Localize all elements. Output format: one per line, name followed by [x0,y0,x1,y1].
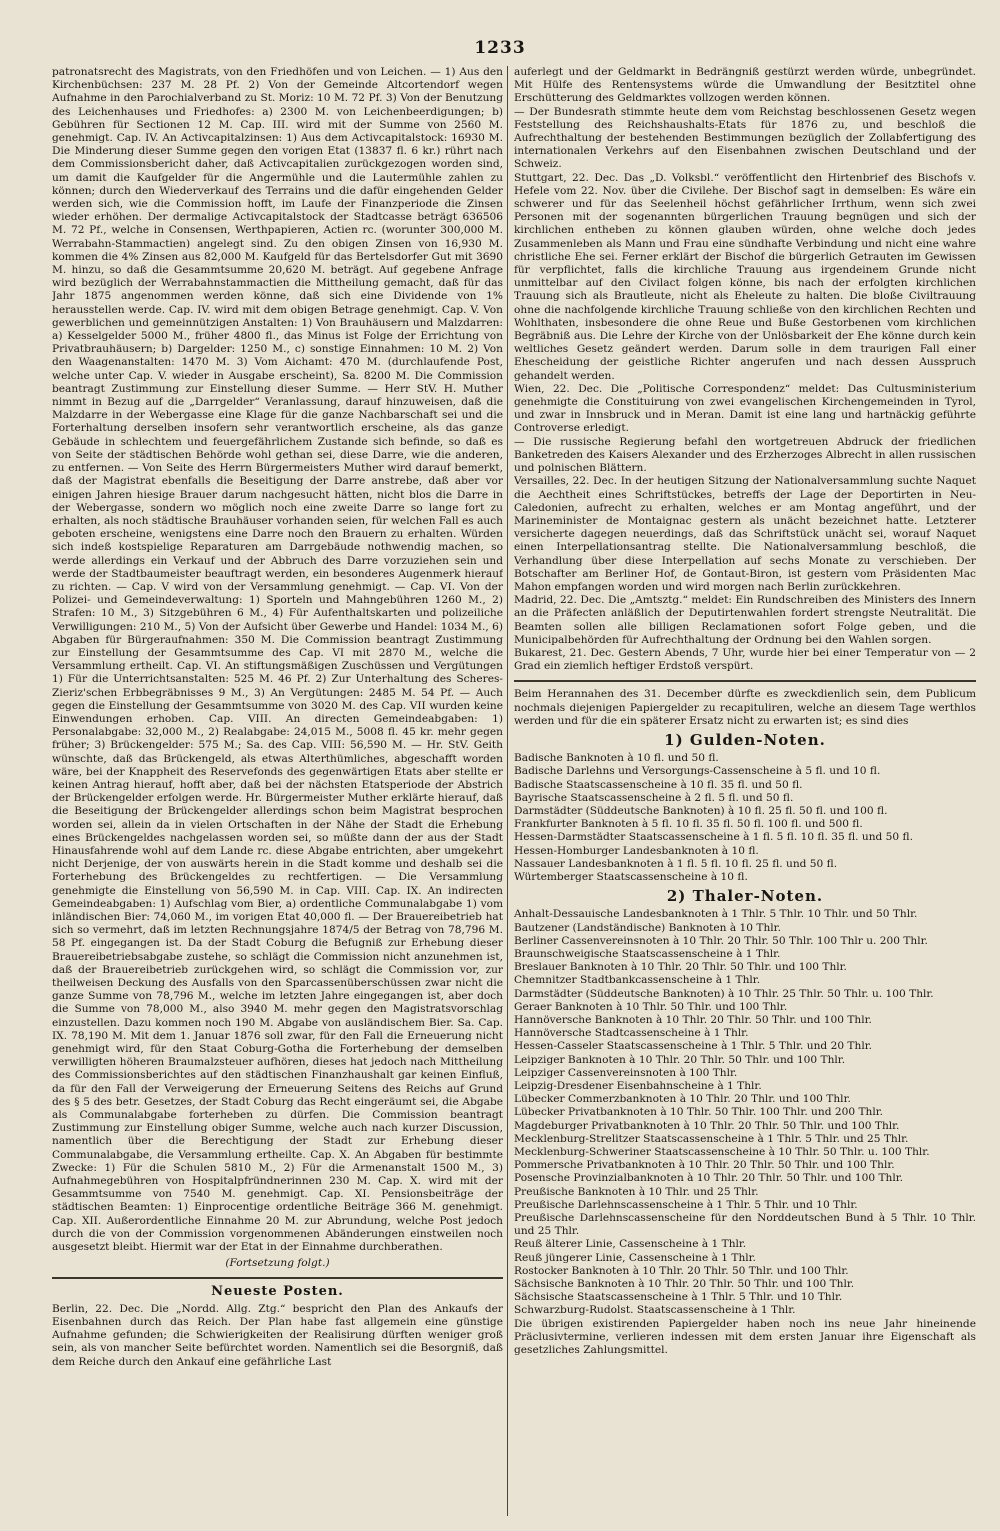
continuation-note: (Fortsetzung folgt.) [225,1257,330,1270]
list-item: Badische Darlehns und Versorgungs-Cassenscheine à 5 fl. und 10 fl. [514,765,881,778]
list-item: Lübecker Commerzbanknoten à 10 Thlr. 20 Thlr. und 100 Thlr. [514,1093,851,1106]
list-item: Preußische Darlehnscassenscheine à 1 Thlr. 5 Thlr. und 10 Thlr. [514,1198,858,1211]
list-item: Mecklenburg-Strelitzer Staatscassenscheine à 1 Thlr. 5 Thlr. und 25 Thlr. [514,1132,909,1145]
etat-report-text: patronatsrecht des Magistrats, von den Friedhöfen und von Leichen. — 1) Aus den Kirchenbüchsen: 237 M. 28 Pf. 2) Von der Gemeinde Altcortendorf wegen Aufnahme in den Parochialverband zu St. Moriz: 10 M. 72 Pf. 3) Von der Benutzung des Leichenhauses und Friedhofes: a) 2300 M. von Leichenbeerdigungen; b) Gebühren für Sectionen 12 M. Cap. III. wird mit der Summe von 2560 M. genehmigt. Cap. IV. An Activcapitalzinsen: 1) Aus dem Activcapitalstock: 16930 M. Die Minderung dieser Summe gegen den vorigen Etat (13837 fl. 6 kr.) rührt nach dem Commissionsbericht daher, daß Activcapitalien zurückgezogen worden sind, um damit die Kaufgelder für die Angermühle und die Lautermühle zahlen zu können; durch den Wiederverkauf des Terrains und die dafür eingehenden Gelder werden sich, wie die Commission hofft, im Laufe der Finanzperiode die Zinsen wieder erhöhen. Der dermalige Activcapitalstock der Stadtcasse beträgt 636506 M. 72 Pf., welche in Consensen, Werthpapieren, Actien rc. (worunter 300,000 M. Werrabahn-Stammactien) angelegt sind. Zu den obigen Zinsen von 16,930 M. kommen die 4% Zinsen aus 82,000 M. Kaufgeld für das Bertelsdorfer Gut mit 3690 M. hinzu, so daß die Gesammtsumme 20,620 M. beträgt. Auf gegebene Anfrage wird bezüglich der Werrabahnstammactien die Mittheilung gemacht, daß für das Jahr 1875 angenommen werden könne, daß sich eine Dividende von 1% herausstellen werde. Cap. IV. wird mit dem obigen Betrage genehmigt. Cap. V. Von gewerblichen und gemeinnützigen Anstalten: 1) Von Brauhäusern und Malzdarren: a) Kesselgelder 5000 M., früher 4800 fl., das Minus ist Folge der Errichtung von Privatbrauhäusern; b) Dargelder: 1250 M., c) sonstige Einnahmen: 10 M. 2) Von den Waagenanstalten: 1470 M. 3) Vom Aichamt: 470 M. (durchlaufende Post, welche unter Cap. V. wieder in Ausgabe erscheint), Sa. 8200 M. Die Commission beantragt Zustimmung zur Einstellung dieser Summe. — Herr StV. H. Muther nimmt in Bezug auf die „Darrgelder“ Veranlassung, darauf hinzuweisen, daß die Malzdarre in der Webergasse eine Klage für die ganze Nachbarschaft sei und die Forterhaltung derselben insofern sehr verantwortlich erscheine, als das ganze Gebäude in schlechtem und feuergefährlichem Zustande sich befinde, so daß es von Seite der städtischen Behörde wohl gethan sei, diese Darre, wie die anderen, zu entfernen. — Von Seite des Herrn Bürgermeisters Muther wird darauf bemerkt, daß der Magistrat ebenfalls die Beseitigung der Darre anstrebe, daß aber vor einigen Jahren hiesige Brauer darum nachgesucht hätten, nicht blos die Darre in der Webergasse, sondern wo möglich noch eine zweite Darre so lange fort zu erhalten, als noch städtische Brauhäuser vorhanden seien, für welchen Fall es auch geboten erscheine, wenigstens eine Darre noch den Brauern zu erhalten. Würden sich indeß kostspielige Reparaturen am Darrgebäude nothwendig machen, so werde allerdings ein Verkauf und der Abbruch des Darre vorzuziehen sein und werde der Stadtbaumeister beauftragt werden, ein besonderes Augenmerk hierauf zu richten. — Cap. V wird von der Versammlung genehmigt. — Cap. VI. Von der Polizei- und Gemeindeverwaltung: 1) Sporteln und Mahngebühren 1260 M., 2) Strafen: 10 M., 3) Sitzgebühren 6 M., 4) Für Aufenthaltskarten und polizeiliche Verwilligungen: 210 M., 5) Von der Aufsicht über Gewerbe und Handel: 1034 M., 6) Abgaben für Bürgeraufnahmen: 350 M. Die Commission beantragt Zustimmung zur Einstellung der Gesammtsumme des Cap. VI mit 2870 M., welche die Versammlung ertheilt. Cap. VI. An stiftungsmäßigen Zuschüssen und Vergütungen 1) Für die Unterrichtsanstalten: 525 M. 46 Pf. 2) Zur Unterhaltung des Scheres-Zieriz'schen Erbbegräbnisses 9 M., 3) An Vergütungen: 2485 M. 54 Pf. — Auch gegen die Einstellung der Gesammtsumme von 3020 M. des Cap. VII wurden keine Einwendungen erhoben. Cap. VIII. An directen Gemeindeabgaben: 1) Personalabgabe: 32,000 M., 2) Realabgabe: 24,015 M., 5008 fl. 45 kr. mehr gegen früher; 3) Brückengelder: 575 M.; Sa. des Cap. VIII: 56,590 M. — Hr. StV. Geith wünschte, daß das Brückengeld, als etwas Alterthümliches, abgeschafft worden wäre, bei der Knappheit des Reservefonds des gegenwärtigen Etats aber stellte er keinen Antrag hierauf, hofft aber, daß bei der nächsten Etatsperiode der Abstrich der Brückengelder erfolgen werde. Hr. Bürgermeister Muther erklärte hierauf, daß die Beseitigung der Brückengelder allerdings schon beim Magistrat besprochen worden sei, allein da in vielen Ortschaften in der Nähe der Stadt die Erhebung eines Brückengeldes nachgelassen worden sei, so müßte dann der aus der Stadt Hinausfahrende wohl auf dem Lande rc. diese Abgabe entrichten, aber umgekehrt nicht Derjenige, der von auswärts herein in die Stadt komme und deshalb sei die Forterhebung des Brückengeldes zu rechtfertigen. — Die Versammlung genehmigte die Einstellung von 56,590 M. in Cap. VIII. Cap. IX. An indirecten Gemeindeabgaben: 1) Aufschlag vom Bier, a) ordentliche Communalabgabe 1) vom inländischen Bier: 74,060 M., im vorigen Etat 40,000 fl. — Der Brauereibetrieb hat sich so vermehrt, daß im letzten Rechnungsjahre 1874/5 der Betrag von 78,796 M. 58 Pf. eingegangen ist. Da der Stadt Coburg die Befugniß zur Erhebung dieser Brauereibetriebsabgabe zustehe, so schlägt die Commission nicht anzunehmen ist, daß der Brauereibetrieb zurückgehen wird, so schlägt die Commission vor, zur theilweisen Deckung des Ausfalls von den Sparcassenüberschüssen zwar nicht die ganze Summe von 78,796 M., welche im letzten Jahre eingegangen ist, aber doch die Summe von 78,000 M., also 3940 M. mehr gegen den Magistratsvorschlag einzustellen. Dazu kommen noch 190 M. Abgabe von ausländischem Bier. Sa. Cap. IX. 78,190 M. Mit dem 1. Januar 1876 soll zwar, für den Fall die Erneuerung nicht genehmigt wird, für den Staat Coburg-Gotha die Forterhebung der demselben verwilligten höheren Braumalzsteuer aufhören, dieses hat jedoch nach Mittheilung des Commissionsberichtes auf den städtischen Finanzhaushalt gar keinen Einfluß, da für den Fall der Verweigerung der Erneuerung Seitens des Reichs auf Grund des § 5 des betr. Gesetzes, der Stadt Coburg das Recht eingeräumt sei, die Abgabe als Communalabgabe forterheben zu dürfen. Die Commission beantragt Zustimmung zur Einstellung obiger Summe, welche auch nach kurzer Discussion, namentlich über die Berechtigung der Stadt zur Erhebung dieser Communalabgabe, die Versammlung ertheilte. Cap. X. An Abgaben für bestimmte Zwecke: 1) Für die Schulen 5810 M., 2) Für die Armenanstalt 1500 M., 3) Aufnahmegebühren von Hospitalpfründnerinnen 230 M. Cap. X. wird mit der Gesammtsumme von 7540 M. genehmigt. Cap. XI. Pensionsbeiträge der städtischen Beamten: 1) Einprocentige ordentliche Beiträge 366 M. genehmigt. Cap. XII. Außerordentliche Einnahme 20 M. zur Abrundung, welche Post jedoch durch die von der Commission vorgenommenen Abänderungen einstweilen noch ausgesetzt bleibt. Hiermit war der Etat in der Einnahme durchberathen. [52,66,503,1254]
list-item: Hannöversche Banknoten à 10 Thlr. 20 Thlr. 50 Thlr. und 100 Thlr. [514,1014,872,1027]
news-stuttgart: Stuttgart, 22. Dec. Das „D. Volksbl.“ veröffentlicht den Hirtenbrief des Bischofs v. Hefele vom 22. Nov. über die Civilehe. Der Bischof sagt in demselben: Es wäre ein schwerer und für das Seelenheil höchst gefährlicher Irrthum, wenn sich zwei Personen mit der sogenannten bürgerlichen Trauung begnügen und sich der kirchlichen entheben zu können glauben würden, ohne welche doch jedes Zusammenleben als Mann und Frau eine sündhafte Verbindung und nicht eine wahre christliche Ehe sei. Ferner erklärt der Bischof die bürgerlich Getrauten im Gewissen für verpflichtet, falls die kirchliche Trauung aus irgendeinem Grunde nicht unmittelbar auf den Civilact folgen könne, bis nach der erfolgten kirchlichen Trauung sich als Brautleute, nicht als Eheleute zu halten. Die bloße Civiltrauung ohne die nachfolgende kirchliche Trauung schließe von den kirchlichen Rechten und Wohlthaten, insbesondere die ohne Reue und Buße Gestorbenen vom kirchlichen Begräbniß aus. Die Lehre der Kirche von der Unlösbarkeit der Ehe könne durch kein weltliches Gesetz geändert werden. Darum solle in dem traurigen Fall einer Ehescheidung der geistliche Richter angerufen und nach dessen Ausspruch gehandelt werden. [514,171,976,382]
page-number: 1233 [474,38,526,58]
list-item: Schwarzburg-Rudolst. Staatscassenscheine à 1 Thlr. [514,1304,796,1317]
list-item: Reuß jüngerer Linie, Cassenscheine à 1 Thlr. [514,1251,756,1264]
news-bukarest: Bukarest, 21. Dec. Gestern Abends, 7 Uhr, wurde hier bei einer Temperatur von — 2 Grad ein ziemlich heftiger Erdstoß verspürt. [514,646,976,673]
list-item: Lübecker Privatbanknoten à 10 Thlr. 50 Thlr. 100 Thlr. und 200 Thlr. [514,1106,883,1119]
list-item: Bayrische Staatscassenscheine à 2 fl. 5 fl. und 50 fl. [514,791,794,804]
column-divider [507,66,508,1516]
closing-note: Die übrigen existirenden Papiergelder haben noch ins neue Jahr hineinende Präclusivtermine, verlieren indessen mit dem ersten Januar ihre Eigenschaft als gesetzliches Zahlungsmittel. [514,1317,976,1357]
list-item: Frankfurter Banknoten à 5 fl. 10 fl. 35 fl. 50 fl. 100 fl. und 500 fl. [514,818,863,831]
gulden-heading: 1) Gulden-Noten. [664,730,826,749]
list-item: Sächsische Staatscassenscheine à 1 Thlr. 5 Thlr. und 10 Thlr. [514,1291,843,1304]
list-item: Hannöversche Stadtcassenscheine à 1 Thlr. [514,1027,749,1040]
list-item: Posensche Provinzialbanknoten à 10 Thlr. 20 Thlr. 50 Thlr. und 100 Thlr. [514,1172,904,1185]
left-column [52,66,503,1519]
list-item: Badische Banknoten à 10 fl. und 50 fl. [514,752,719,765]
news-section-heading: Neueste Posten. [211,1284,344,1300]
list-item: Mecklenburg-Schweriner Staatscassenscheine à 10 Thlr. 50 Thlr. u. 100 Thlr. [514,1146,930,1159]
list-item: Leipziger Banknoten à 10 Thlr. 20 Thlr. 50 Thlr. und 100 Thlr. [514,1053,846,1066]
notice-divider [514,680,976,682]
list-item: Hessen-Casseler Staatscassenscheine à 1 Thlr. 5 Thlr. und 20 Thlr. [514,1040,872,1053]
news-versailles: Versailles, 22. Dec. In der heutigen Sitzung der Nationalversammlung suchte Naquet die Aechtheit eines Schriftstückes, betreffs der Lage der Deportirten in Neu-Caledonien, aufrecht zu erhalten, welches er am Montag angeführt, und der Marineminister de Montaignac gestern als unächt bezeichnet hatte. Letzterer versicherte dagegen neuerdings, daß das Schriftstück unächt sei, worauf Naquet einen Interpellationsantrag stellte. Die Nationalversammlung beschloß, die Verhandlung über diese Interpellation auf sechs Monate zu verschieben. Der Botschafter am Berliner Hof, de Gontaut-Biron, ist gestern vom Präsidenten Mac Mahon empfangen worden und wird morgen nach Berlin zurückkehren. [514,475,976,593]
section-divider [52,1277,503,1279]
list-item: Leipziger Cassenvereinsnoten à 100 Thlr. [514,1066,738,1079]
list-item: Breslauer Banknoten à 10 Thlr. 20 Thlr. 50 Thlr. und 100 Thlr. [514,961,847,974]
list-item: Anhalt-Dessauische Landesbanknoten à 1 Thlr. 5 Thlr. 10 Thlr. und 50 Thlr. [514,908,918,921]
list-item: Pommersche Privatbanknoten à 10 Thlr. 20 Thlr. 50 Thlr. und 100 Thlr. [514,1159,895,1172]
list-item: Bautzener (Landständische) Banknoten à 10 Thlr. [514,921,781,934]
list-item: Darmstädter (Süddeutsche Banknoten) à 10 Thlr. 25 Thlr. 50 Thlr. u. 100 Thlr. [514,987,934,1000]
notice-intro: Beim Herannahen des 31. December dürfte es zweckdienlich sein, dem Publicum nochmals diejenigen Papiergelder zu recapituliren, welche an diesem Tage werthlos werden und für die ein späterer Ersatz nicht zu erwarten ist; es sind dies [514,688,976,727]
list-item: Nassauer Landesbanknoten à 1 fl. 5 fl. 10 fl. 25 fl. und 50 fl. [514,857,838,870]
list-item: Darmstädter (Süddeutsche Banknoten) à 10 fl. 25 fl. 50 fl. und 100 fl. [514,804,888,817]
news-berlin: Berlin, 22. Dec. Die „Nordd. Allg. Ztg.“ bespricht den Plan des Ankaufs der Eisenbahnen durch das Reich. Der Plan habe fast allgemein eine günstige Aufnahme gefunden; die Schwierigkeiten der Realisirung dürften weniger groß sein, als von mancher Seite befürchtet worden. Namentlich sei die Besorgniß, daß dem Reiche durch den Ankauf eine gefährliche Last [52,1302,503,1368]
news-russia: — Die russische Regierung befahl den wortgetreuen Abdruck der friedlichen Banketreden des Kaisers Alexander und des Erzherzoges Albrecht in allen russischen und polnischen Blättern. [514,435,976,475]
news-bundesrath: — Der Bundesrath stimmte heute dem vom Reichstag beschlossenen Gesetz wegen Feststellung des Reichshaushalts-Etats für 1876 zu, und beschloß die Aufrechthaltung der bestehenden Bestimmungen bezüglich der Zollabfertigung des internationalen Verkehrs auf den Eisenbahnen zwischen Deutschland und der Schweiz. [514,105,976,171]
list-item: Hessen-Homburger Landesbanknoten à 10 fl. [514,844,759,857]
list-item: Sächsische Banknoten à 10 Thlr. 20 Thlr. 50 Thlr. und 100 Thlr. [514,1278,855,1291]
list-item: Rostocker Banknoten à 10 Thlr. 20 Thlr. 50 Thlr. und 100 Thlr. [514,1264,849,1277]
list-item: Reuß älterer Linie, Cassenscheine à 1 Thlr. [514,1238,747,1251]
list-item: Braunschweigische Staatscassenscheine à 1 Thlr. [514,948,781,960]
list-item: Badische Staatscassenscheine à 10 fl. 35 fl. und 50 fl. [514,778,803,791]
gulden-list [514,752,976,884]
list-item: Chemnitzer Stadtbankcassenscheine à 1 Thlr. [514,974,761,987]
thaler-heading: 2) Thaler-Noten. [666,887,824,906]
list-item: Preußische Banknoten à 10 Thlr. und 25 Thlr. [514,1185,759,1198]
news-wien: Wien, 22. Dec. Die „Politische Correspondenz“ meldet: Das Cultusministerium genehmigte die Constituirung von zwei evangelischen Kirchengemeinden in Tyrol, und zwar in Innsbruck und in Meran. Damit ist eine lang und hartnäckig geführte Controverse erledigt. [514,382,976,435]
list-item: Leipzig-Dresdener Eisenbahnscheine à 1 Thlr. [514,1080,762,1093]
list-item: Preußische Darlehnscassenscheine für den Norddeutschen Bund à 5 Thlr. 10 Thlr. und 25 Thlr. [514,1212,976,1238]
list-item: Berliner Cassenvereinsnoten à 10 Thlr. 20 Thlr. 50 Thlr. 100 Thlr u. 200 Thlr. [514,934,928,947]
right-column [514,66,976,1519]
list-item: Würtemberger Staatscassenscheine à 10 fl. [514,870,748,883]
thaler-list [514,908,976,1317]
list-item: Geraer Banknoten à 10 Thlr. 50 Thlr. und 100 Thlr. [514,1000,788,1013]
list-item: Magdeburger Privatbanknoten à 10 Thlr. 20 Thlr. 50 Thlr. und 100 Thlr. [514,1119,900,1132]
news-continuation: auferlegt und der Geldmarkt in Bedrängniß gestürzt werden würde, unbegründet. Mit Hülfe des Rentensystems würde die Umwandlung der Besitztitel ohne Erschütterung des Geldmarktes vollzogen werden können. [514,66,976,105]
news-madrid: Madrid, 22. Dec. Die „Amtsztg.“ meldet: Ein Rundschreiben des Ministers des Innern an die Präfecten anläßlich der Deputirtenwahlen fordert strengste Neutralität. Die Beamten sollen alle billigen Reclamationen sofort Folge geben, und die Municipalbehörden für Aufrechthaltung der Ordnung bei den Wahlen sorgen. [514,594,976,646]
list-item: Hessen-Darmstädter Staatscassenscheine à 1 fl. 5 fl. 10 fl. 35 fl. und 50 fl. [514,831,913,844]
